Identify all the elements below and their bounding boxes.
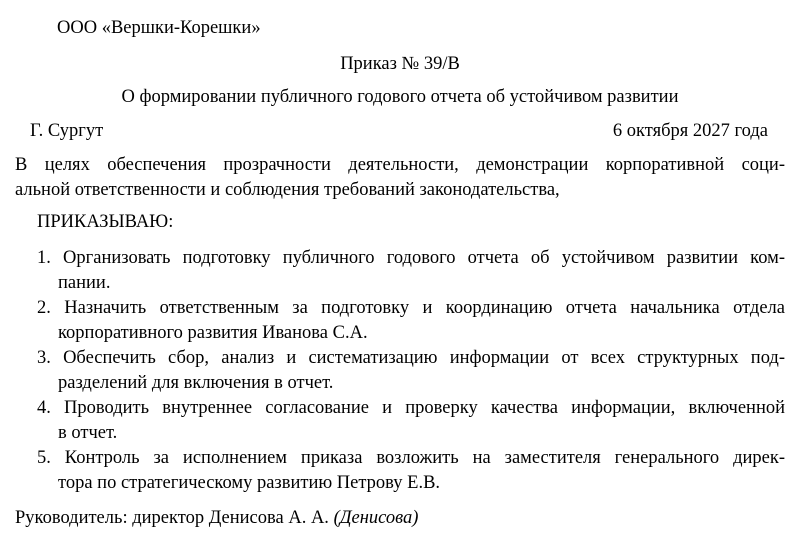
signature-line [15,507,418,529]
order-date: 6 октября 2027 года [612,121,768,141]
list-item-continuation: в отчет. [58,423,118,443]
list-item: 3. Обеспечить сбор, анализ и систематизацию информации от всех структурных под- [37,348,785,368]
order-word: ПРИКАЗЫВАЮ: [37,212,174,232]
list-item: 2. Назначить ответственным за подготовку и координацию отчета начальника отдела [37,298,785,318]
list-item-continuation: корпоративного развития Иванова С.А. [58,323,368,343]
preamble-line: альной ответственности и соблюдения требований законодательства, [15,180,560,200]
list-item: 5. Контроль за исполнением приказа возложить на заместителя генерального дирек- [37,448,785,468]
signature-label: Руководитель: директор Денисова А. А. [15,508,329,528]
list-item: 1. Организовать подготовку публичного годового отчета об устойчивом развитии ком- [37,248,785,268]
organization-name: ООО «Вершки-Корешки» [57,18,261,38]
list-item: 4. Проводить внутреннее согласование и проверку качества информации, включенной [37,398,785,418]
list-item-continuation: разделений для включения в отчет. [58,373,334,393]
city: Г. Сургут [30,121,104,141]
preamble-line: В целях обеспечения прозрачности деятельности, демонстрации корпоративной соци- [15,155,785,175]
order-number: Приказ № 39/В [340,54,460,74]
list-item-continuation: пании. [58,273,111,293]
list-item-continuation: тора по стратегическому развитию Петрову Е.В. [58,473,441,493]
order-title: О формировании публичного годового отчета об устойчивом развитии [121,87,679,107]
signature-handwritten: (Денисова) [333,508,419,528]
